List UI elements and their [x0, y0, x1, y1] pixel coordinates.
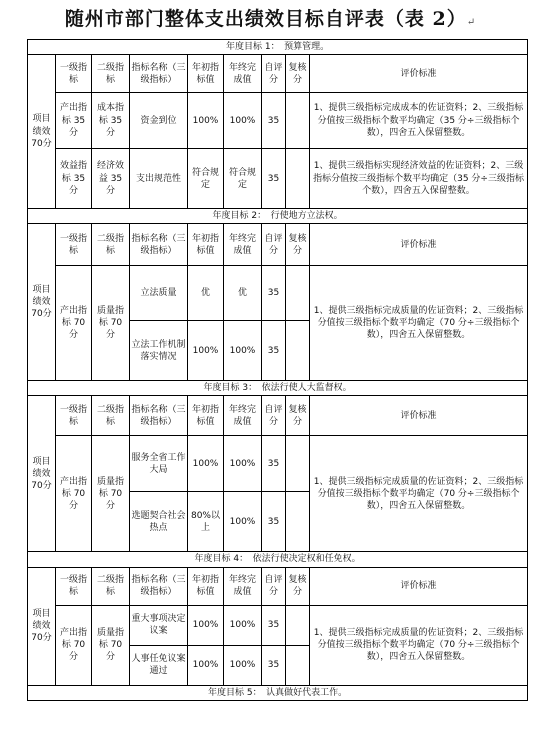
final-value: 100%	[224, 436, 262, 492]
lv1-cell: 效益指标 35 分	[56, 149, 92, 209]
project-score-3: 项目绩效70分	[28, 396, 56, 552]
indicator-name: 服务全省工作大局	[130, 436, 188, 492]
self-score: 35	[262, 645, 286, 685]
project-score-1: 项目绩效70分	[28, 55, 56, 209]
lv2-cell: 经济效益 35 分	[92, 149, 130, 209]
final-value: 100%	[224, 93, 262, 149]
hdr-self: 自评分	[262, 55, 286, 93]
hdr-review: 复核分	[286, 567, 310, 605]
init-value: 100%	[188, 321, 224, 381]
self-score: 35	[262, 93, 286, 149]
hdr-criteria: 评价标准	[310, 224, 528, 266]
self-score: 35	[262, 266, 286, 321]
final-value: 100%	[224, 321, 262, 381]
review-score	[286, 492, 310, 552]
review-score	[286, 321, 310, 381]
goal-4: 年度目标 4： 依法行使决定权和任免权。	[28, 552, 528, 567]
init-value: 优	[188, 266, 224, 321]
goal-5: 年度目标 5： 认真做好代表工作。	[28, 685, 528, 700]
hdr-lv2: 二级指标	[92, 55, 130, 93]
hdr-lv1: 一级指标	[56, 567, 92, 605]
hdr-lv1: 一级指标	[56, 55, 92, 93]
hdr-lv1: 一级指标	[56, 396, 92, 436]
init-value: 100%	[188, 645, 224, 685]
hdr-name: 指标名称（三级指标）	[130, 396, 188, 436]
table-row	[28, 436, 528, 492]
self-score: 35	[262, 605, 286, 645]
lv2-cell: 质量指标 70 分	[92, 605, 130, 685]
goal-1: 年度目标 1： 预算管理。	[28, 40, 528, 55]
hdr-review: 复核分	[286, 55, 310, 93]
self-score: 35	[262, 149, 286, 209]
review-score	[286, 149, 310, 209]
lv2-cell: 质量指标 70 分	[92, 436, 130, 552]
hdr-name: 指标名称（三级指标）	[130, 55, 188, 93]
goal-row-1	[28, 40, 528, 55]
goal-3: 年度目标 3： 依法行使人大监督权。	[28, 381, 528, 396]
lv1-cell: 产出指标 35 分	[56, 93, 92, 149]
self-score: 35	[262, 436, 286, 492]
lv1-cell: 产出指标 70 分	[56, 436, 92, 552]
init-value: 100%	[188, 436, 224, 492]
hdr-self: 自评分	[262, 224, 286, 266]
goal-row-5	[28, 685, 528, 700]
indicator-name: 立法工作机制落实情况	[130, 321, 188, 381]
hdr-criteria: 评价标准	[310, 567, 528, 605]
paragraph-mark-icon: ↵	[466, 17, 477, 28]
hdr-name: 指标名称（三级指标）	[130, 224, 188, 266]
hdr-review: 复核分	[286, 224, 310, 266]
review-score	[286, 266, 310, 321]
hdr-final: 年终完成值	[224, 396, 262, 436]
hdr-init: 年初指标值	[188, 55, 224, 93]
self-score: 35	[262, 492, 286, 552]
review-score	[286, 605, 310, 645]
indicator-name: 支出规范性	[130, 149, 188, 209]
init-value: 符合规定	[188, 149, 224, 209]
lv2-cell: 成本指标 35 分	[92, 93, 130, 149]
indicator-name: 资金到位	[130, 93, 188, 149]
indicator-name: 选题契合社会热点	[130, 492, 188, 552]
review-score	[286, 93, 310, 149]
header-row-4	[28, 567, 528, 605]
lv1-cell: 产出指标 70 分	[56, 266, 92, 381]
table-row	[28, 266, 528, 321]
header-row-2	[28, 224, 528, 266]
criteria-text: 1、提供三级指标完成质量的佐证资料；2、三级指标分值按三级指标个数平均确定（70 分÷三级指标个数），四舍五入保留整数。	[310, 266, 528, 381]
final-value: 符合规定	[224, 149, 262, 209]
project-score-2: 项目绩效70分	[28, 224, 56, 381]
criteria-text: 1、提供三级指标实现经济效益的佐证资料；2、三级指标分值按三级指标个数平均确定（35 分÷三级指标个数），四舍五入保留整数。	[310, 149, 528, 209]
page-title	[0, 6, 541, 32]
lv1-cell: 产出指标 70 分	[56, 605, 92, 685]
project-score-4: 项目绩效70分	[28, 567, 56, 685]
final-value: 100%	[224, 645, 262, 685]
hdr-init: 年初指标值	[188, 567, 224, 605]
header-row-1	[28, 55, 528, 93]
init-value: 80%以上	[188, 492, 224, 552]
hdr-self: 自评分	[262, 396, 286, 436]
hdr-init: 年初指标值	[188, 396, 224, 436]
hdr-review: 复核分	[286, 396, 310, 436]
hdr-final: 年终完成值	[224, 567, 262, 605]
table-row	[28, 93, 528, 149]
criteria-text: 1、提供三级指标完成质量的佐证资料；2、三级指标分值按三级指标个数平均确定（70 分÷三级指标个数），四舍五入保留整数。	[310, 605, 528, 685]
table-row	[28, 149, 528, 209]
final-value: 100%	[224, 492, 262, 552]
hdr-final: 年终完成值	[224, 55, 262, 93]
lv2-cell: 质量指标 70 分	[92, 266, 130, 381]
hdr-init: 年初指标值	[188, 224, 224, 266]
criteria-text: 1、提供三级指标完成成本的佐证资料；2、三级指标分值按三级指标个数平均确定（35 分÷三级指标个数），四舍五入保留整数。	[310, 93, 528, 149]
header-row-3	[28, 396, 528, 436]
init-value: 100%	[188, 605, 224, 645]
criteria-text: 1、提供三级指标完成质量的佐证资料；2、三级指标分值按三级指标个数平均确定（70 分÷三级指标个数），四舍五入保留整数。	[310, 436, 528, 552]
review-score	[286, 436, 310, 492]
hdr-lv1: 一级指标	[56, 224, 92, 266]
indicator-name: 立法质量	[130, 266, 188, 321]
indicator-name: 人事任免议案通过	[130, 645, 188, 685]
hdr-criteria: 评价标准	[310, 396, 528, 436]
final-value: 优	[224, 266, 262, 321]
final-value: 100%	[224, 605, 262, 645]
table-row	[28, 605, 528, 645]
hdr-lv2: 二级指标	[92, 224, 130, 266]
title-text: 随州市部门整体支出绩效目标自评表（表 2）	[64, 8, 467, 30]
hdr-criteria: 评价标准	[310, 55, 528, 93]
goal-row-4	[28, 552, 528, 567]
indicator-name: 重大事项决定议案	[130, 605, 188, 645]
performance-table	[27, 39, 528, 701]
hdr-lv2: 二级指标	[92, 396, 130, 436]
self-score: 35	[262, 321, 286, 381]
hdr-name: 指标名称（三级指标）	[130, 567, 188, 605]
goal-2: 年度目标 2： 行使地方立法权。	[28, 209, 528, 224]
review-score	[286, 645, 310, 685]
goal-row-2	[28, 209, 528, 224]
goal-row-3	[28, 381, 528, 396]
init-value: 100%	[188, 93, 224, 149]
hdr-lv2: 二级指标	[92, 567, 130, 605]
hdr-final: 年终完成值	[224, 224, 262, 266]
hdr-self: 自评分	[262, 567, 286, 605]
